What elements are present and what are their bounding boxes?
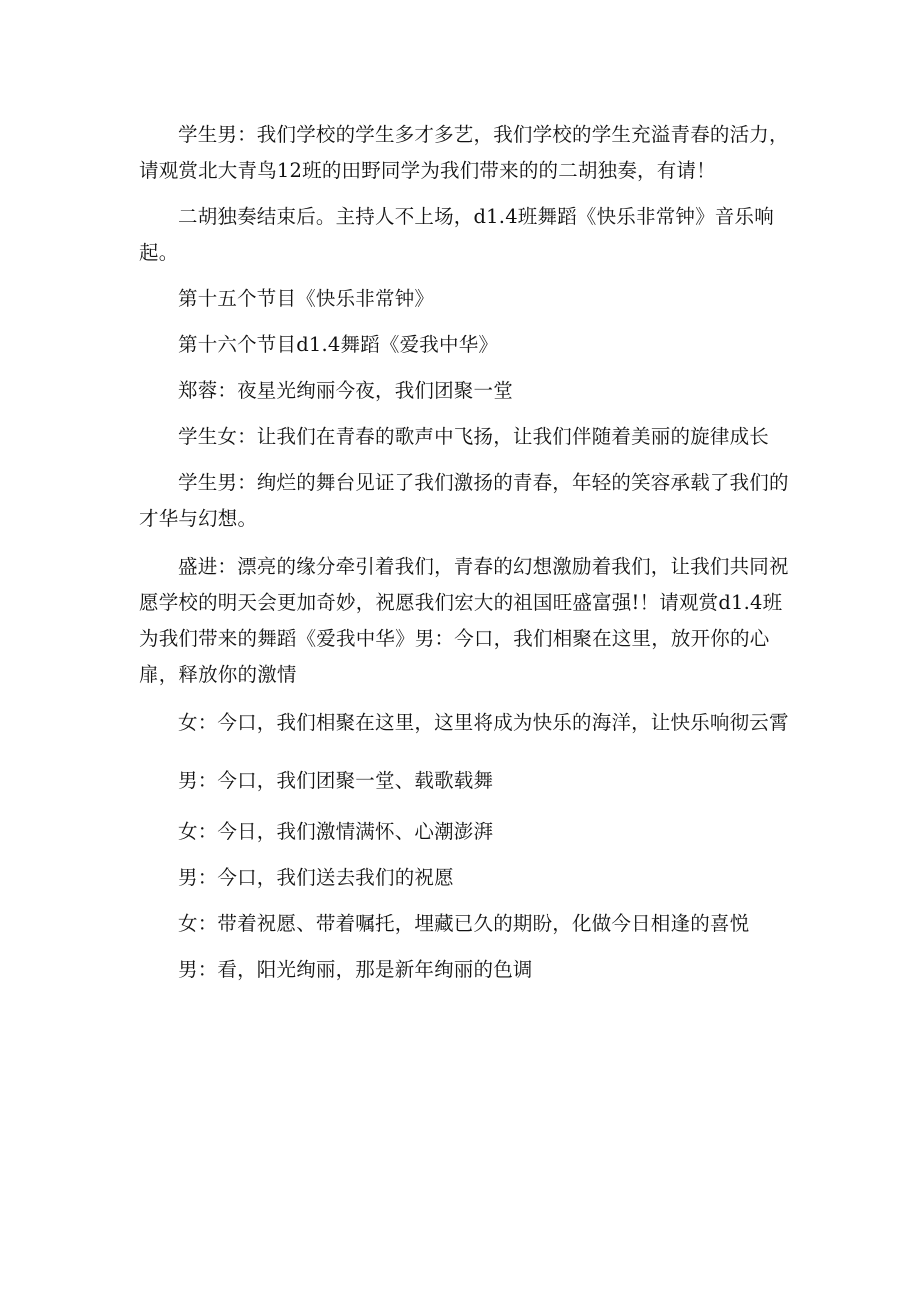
paragraph-program-15: 第十五个节目《快乐非常钟》 (178, 287, 435, 310)
paragraph-male-1: 男：今口，我们团聚一堂、载歌载舞 (178, 769, 494, 792)
paragraph-female-1: 女：今口，我们相聚在这里，这里将成为快乐的海洋，让快乐响彻云霄 (178, 711, 789, 734)
paragraph-program-16: 第十六个节目d1.4舞蹈《爱我中华》 (178, 333, 499, 356)
paragraph-student-male-intro: 学生男：我们学校的学生多才多艺，我们学校的学生充溢青春的活力，请观赏北大青鸟12班的田野同学为我们带来的的二胡独奏，有请！ (139, 123, 789, 182)
paragraph-student-female: 学生女：让我们在青春的歌声中飞扬，让我们伴随着美丽的旋律成长 (178, 425, 770, 448)
paragraph-erhu-end: 二胡独奏结束后。主持人不上场，d1.4班舞蹈《快乐非常钟》音乐响起。 (139, 205, 774, 264)
paragraph-student-male-stage: 学生男：绚烂的舞台见证了我们激扬的青春，年轻的笑容承载了我们的才华与幻想。 (139, 471, 789, 530)
paragraph-female-2: 女：今日，我们激情满怀、心潮澎湃 (178, 820, 494, 843)
paragraph-zheng-rong: 郑蓉：夜星光绚丽今夜，我们团聚一堂 (178, 379, 513, 402)
document-body (139, 117, 789, 988)
paragraph-male-2: 男：今口，我们送去我们的祝愿 (178, 866, 454, 889)
paragraph-female-3: 女：带着祝愿、带着嘱托，埋藏已久的期盼，化做今日相逢的喜悦 (178, 912, 750, 935)
paragraph-sheng-jin: 盛进：漂亮的缘分牵引着我们，青春的幻想激励着我们，让我们共同祝愿学校的明天会更加奇妙，祝愿我们宏大的祖国旺盛富强!！请观赏d1.4班为我们带来的舞蹈《爱我中华》男：今口，我们相聚在这里，放开你的心扉，释放你的激情 (139, 555, 789, 686)
paragraph-male-3: 男：看，阳光绚丽，那是新年绚丽的色调 (178, 958, 533, 981)
